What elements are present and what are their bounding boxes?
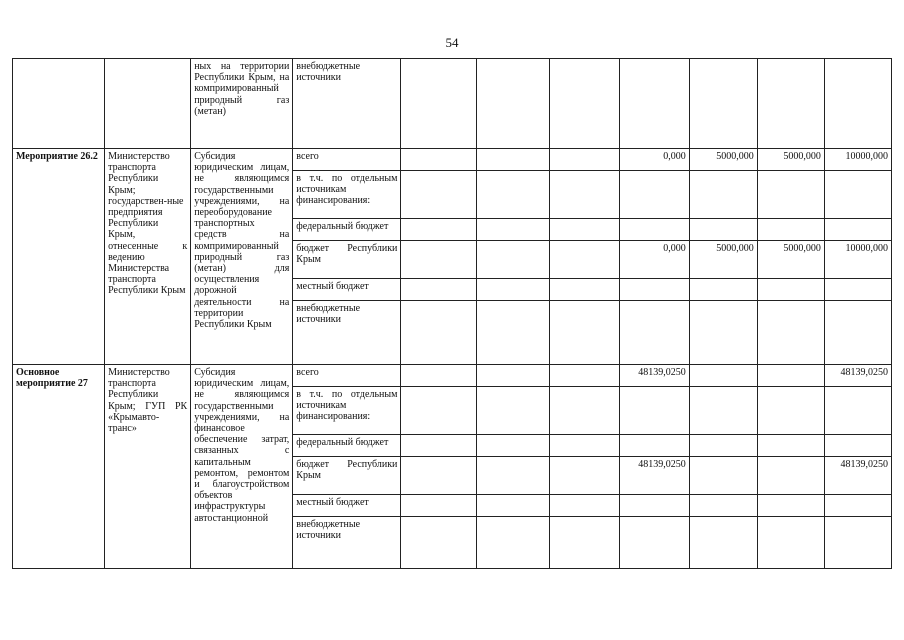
- activity-description: Субсидия юридическим лицам, не являющимся государственными учреждениями, на переоборудование транспортных средств на компримированный природный газ (метан) для осуществления дорожной деятельности на территории Республики Крым: [191, 149, 293, 365]
- funding-source: бюджет Республики Крым: [293, 457, 401, 495]
- amount-cell: 48139,0250: [619, 365, 689, 387]
- funding-source: всего: [293, 149, 401, 171]
- activity-description: ных на территории Республики Крым, на компримированный природный газ (метан): [191, 59, 293, 149]
- amount-cell: 48139,0250: [824, 457, 891, 495]
- amount-cell: 10000,000: [824, 241, 891, 279]
- funding-source: внебюджетные источники: [293, 59, 401, 149]
- funding-source: местный бюджет: [293, 279, 401, 301]
- amount-cell: [689, 457, 757, 495]
- amount-cell: 0,000: [619, 149, 689, 171]
- amount-cell: [757, 365, 824, 387]
- amount-cell: 48139,0250: [824, 365, 891, 387]
- funding-source: всего: [293, 365, 401, 387]
- amount-cell: 5000,000: [757, 149, 824, 171]
- funding-source: бюджет Республики Крым: [293, 241, 401, 279]
- amount-cell: [757, 457, 824, 495]
- amount-cell: 48139,0250: [619, 457, 689, 495]
- amount-cell: 5000,000: [689, 149, 757, 171]
- funding-source: внебюджетные источники: [293, 301, 401, 365]
- activity-executor: Министерство транспорта Республики Крым; государствен-ные предприятия Республики Крым, отнесенные к ведению Министерства транспорта Республики Крым: [105, 149, 191, 365]
- amount-cell: 0,000: [619, 241, 689, 279]
- table-row: [13, 365, 892, 387]
- funding-source: внебюджетные источники: [293, 517, 401, 569]
- table-row: [13, 59, 892, 149]
- funding-source: местный бюджет: [293, 495, 401, 517]
- activity-description: Субсидия юридическим лицам, не являющимся государственными учреждениями, на финансовое обеспечение затрат, связанных с капитальным ремонтом, ремонтом и благоустройством объектов инфраструктуры автостанционной: [191, 365, 293, 569]
- page-number: 54: [445, 35, 459, 50]
- activity-executor: Министерство транспорта Республики Крым; ГУП РК «Крымавто-транс»: [105, 365, 191, 569]
- amount-cell: 5000,000: [757, 241, 824, 279]
- activity-name: Мероприятие 26.2: [13, 149, 105, 365]
- funding-source: федеральный бюджет: [293, 435, 401, 457]
- funding-table: [12, 58, 892, 569]
- funding-source: в т.ч. по отдельным источникам финансирования:: [293, 387, 401, 435]
- amount-cell: 5000,000: [689, 241, 757, 279]
- table-row: [13, 149, 892, 171]
- funding-source: в т.ч. по отдельным источникам финансирования:: [293, 171, 401, 219]
- activity-name: Основное мероприятие 27: [13, 365, 105, 569]
- amount-cell: [689, 365, 757, 387]
- funding-source: федеральный бюджет: [293, 219, 401, 241]
- amount-cell: 10000,000: [824, 149, 891, 171]
